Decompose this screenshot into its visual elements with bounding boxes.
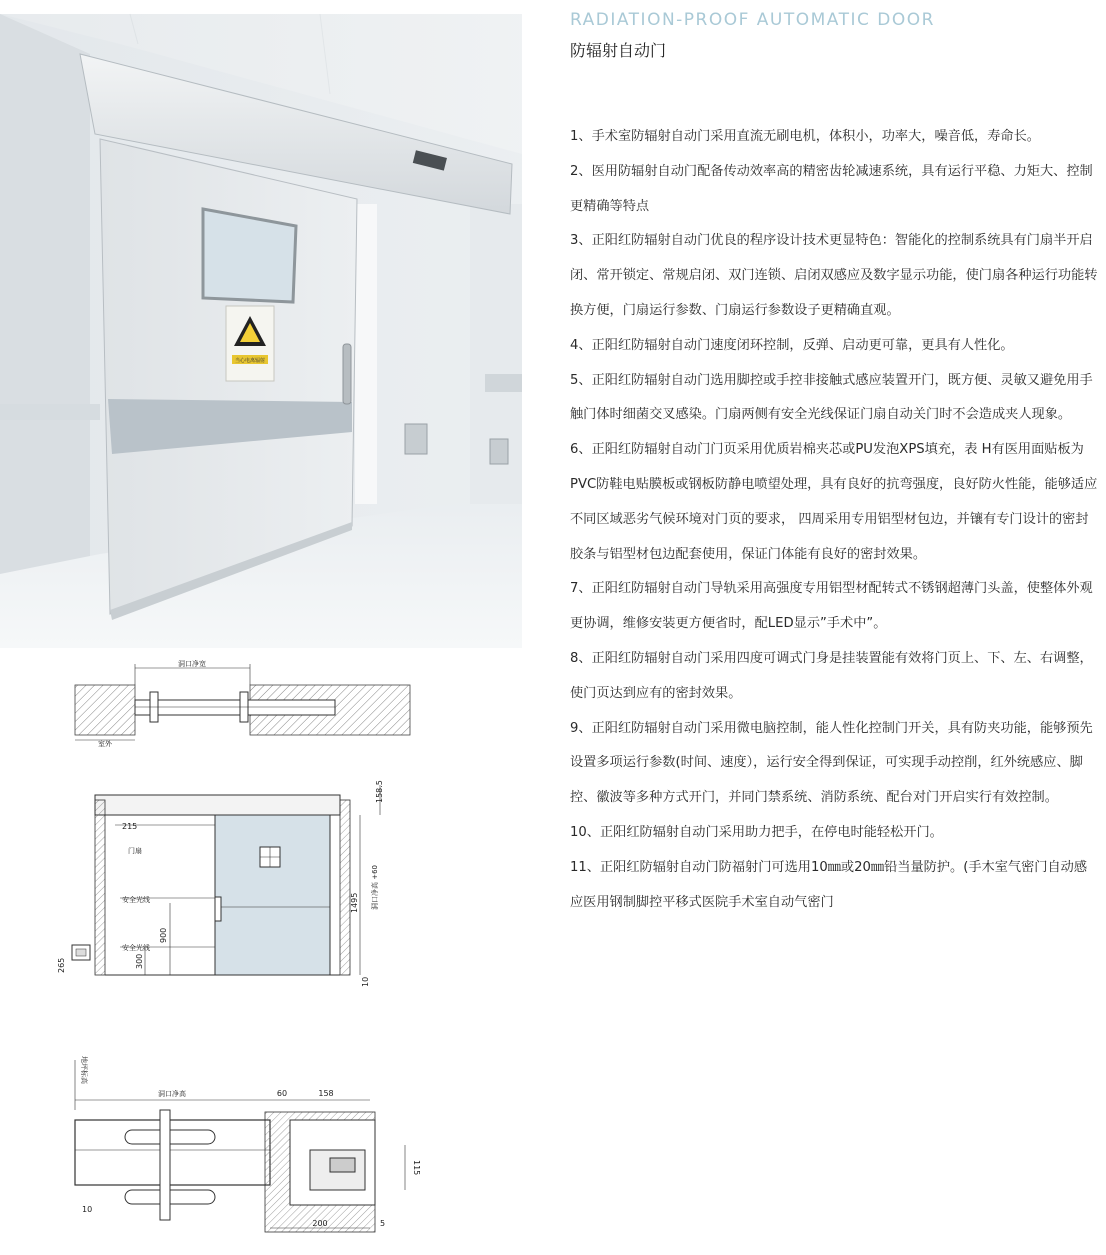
title-chinese: 防辐射自动门 xyxy=(570,41,667,60)
ground-level-label: 地坪标高 xyxy=(80,1056,88,1084)
safety-beam-label: 安全光线 xyxy=(122,944,150,952)
dim-60: 60 xyxy=(276,1089,288,1098)
door-photo-illustration xyxy=(0,14,522,648)
feature-item: 11、正阳红防辐射自动门防福射门可选用10㎜或20㎜铅当量防护。(手木室气密门自动感应医用钢制脚控平移式医院手术室自动气密门 xyxy=(570,859,1088,910)
dim-265: 265 xyxy=(57,957,66,973)
dim-200: 200 xyxy=(312,1219,328,1228)
outdoor-label: 室外 xyxy=(98,740,112,748)
opening-width-label: 洞口净宽 xyxy=(178,660,206,668)
dim-215: 215 xyxy=(122,822,138,831)
feature-item: 8、正阳红防辐射自动门采用四度可调式门身是挂装置能有效将门页上、下、左、右调整，使门页达到应有的密封效果。 xyxy=(570,650,1093,701)
opening-height-label: 洞口净高 xyxy=(158,1090,186,1098)
dim-5: 5 xyxy=(380,1219,386,1228)
dim-10: 10 xyxy=(361,976,370,987)
feature-item: 10、正阳红防辐射自动门采用助力把手，在停电时能轻松开门。 xyxy=(570,824,943,840)
dim-1495: 1495 xyxy=(350,892,359,913)
plan-drawing xyxy=(60,660,420,760)
feature-item: 2、医用防辐射自动门配备传动效率高的精密齿轮减速系统，具有运行平稳、力矩大、控制更精确等特点 xyxy=(570,163,1093,214)
elevation-drawing xyxy=(50,780,420,995)
feature-item: 3、正阳红防辐射自动门优良的程序设计技术更显特色：智能化的控制系统具有门扇半开启闭、常开锁定、常规启闭、双门连锁、启闭双感应及数字显示功能，使门扇各种运行功能转换方便，门扇运行参数、门扇运行参数设子更精确直观。 xyxy=(570,233,1098,318)
dim-300: 300 xyxy=(135,953,144,969)
dim-10: 10 xyxy=(82,1205,93,1214)
section-drawing xyxy=(60,1050,420,1240)
feature-item: 4、正阳红防辐射自动门速度闭环控制，反弹、启动更可靠，更具有人性化。 xyxy=(570,337,1014,353)
feature-item: 1、手术室防辐射自动门采用直流无刷电机，体积小，功率大，噪音低，寿命长。 xyxy=(570,129,1040,144)
dim-115: 115 xyxy=(412,1160,421,1176)
feature-item: 6、正阳红防辐射自动门门页采用优质岩棉夹芯或PU发泡XPS填充，表 H有医用面贴板为PVC防鞋电贴膜板或钢板防静电喷望处理，具有良好的抗弯强度，良好防火性能，能够适应不同区域恶劣气候环境对门页的要求， 四周采用专用铝型材包边，并镶有专门设计的密封胶条与铝型材包边配套使用，保证门体能有良好的密封效果。 xyxy=(570,442,1098,562)
product-photo xyxy=(0,14,522,648)
opening-height-plus-label: 洞口净高 +60 xyxy=(371,865,379,910)
dim-158-5: 158.5 xyxy=(375,780,384,803)
dim-158: 158 xyxy=(318,1089,334,1098)
feature-list xyxy=(570,120,1100,920)
warning-sign-text: 当心电离辐射 xyxy=(234,358,266,364)
door-leaf-label: 门扇 xyxy=(128,847,142,855)
feature-item: 5、正阳红防辐射自动门选用脚控或手控非接触式感应装置开门，既方便、灵敏又避免用手触门体时细菌交叉感染。门扇两侧有安全光线保证门扇自动关门时不会造成夹人现象。 xyxy=(570,372,1093,423)
feature-item: 7、正阳红防辐射自动门导轨采用高强度专用铝型材配转式不锈钢超薄门头盖，使整体外观更协调，维修安装更方便省时，配LED显示”手术中”。 xyxy=(570,581,1093,632)
title-english: RADIATION-PROOF AUTOMATIC DOOR xyxy=(570,10,935,30)
dim-900: 900 xyxy=(159,927,168,943)
feature-item: 9、正阳红防辐射自动门采用微电脑控制，能人性化控制门开关，具有防夹功能，能够预先设置多项运行参数(时间、速度），运行安全得到保证，可实现手动控削，红外统感应、脚控、徽波等多种方式开门，并同门禁系统、消防系统、配台对门开启实行有效控制。 xyxy=(570,720,1093,806)
safety-beam-label: 安全光线 xyxy=(122,896,150,904)
